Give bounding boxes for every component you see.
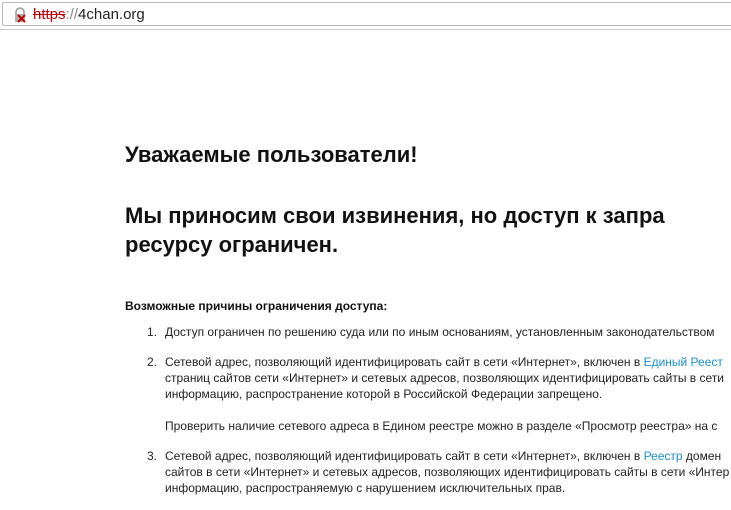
apology-line-1: Мы приносим свои извинения, но доступ к запра [125,203,665,228]
list-item-number: 1. [147,325,158,339]
apology-heading [125,201,665,259]
blocked-notice [125,141,731,495]
reason-3-line-1: Сетевой адрес, позволяющий идентифицировать сайт в сети «Интернет», включен в [165,449,644,463]
list-item-number: 3. [147,449,158,463]
reasons-title: Возможные причины ограничения доступа: [125,299,388,313]
reason-2-line-2: страниц сайтов сети «Интернет» и сетевых адресов, позволяющих идентифицировать сайты в сети [165,371,724,385]
reason-2-line-3: информацию, распространение которой в Российской Федерации запрещено. [165,387,603,401]
reason-3-line-2: сайтов в сети «Интернет» и сетевых адресов, позволяющих идентифицировать сайты в сети «Интер [165,465,730,479]
broken-lock-icon[interactable] [12,7,28,23]
greeting-heading: Уважаемые пользователи! [125,142,418,167]
reason-1-line-1: Доступ ограничен по решению суда или по иным основаниям, установленным законодательством [165,325,715,339]
url-host: 4chan.org [78,6,145,23]
reason-3-text [165,448,729,496]
list-item [125,448,729,496]
reason-3-line-1-end: домен [682,449,722,463]
url-text[interactable] [33,7,145,23]
apology-line-2: ресурсу ограничен. [125,232,339,257]
url-scheme: https [33,6,66,23]
list-item [125,324,729,340]
reason-2-text [165,354,729,402]
unified-registry-link[interactable]: Единый Реест [643,355,723,369]
reasons-list [125,324,729,510]
reason-3-line-3: информацию, распространяемую с нарушением исключительных прав. [165,481,566,495]
url-separator: :// [65,6,79,23]
address-bar[interactable] [2,2,731,26]
reason-2-check-line: Проверить наличие сетевого адреса в Едином реестре можно в разделе «Просмотр реестра» на с [165,419,718,433]
reason-2-line-1: Сетевой адрес, позволяющий идентифицировать сайт в сети «Интернет», включен в [165,355,644,369]
browser-toolbar [0,0,731,30]
list-item [125,354,729,434]
registry-link[interactable]: Реестр [643,449,683,463]
list-item-number: 2. [147,355,158,369]
